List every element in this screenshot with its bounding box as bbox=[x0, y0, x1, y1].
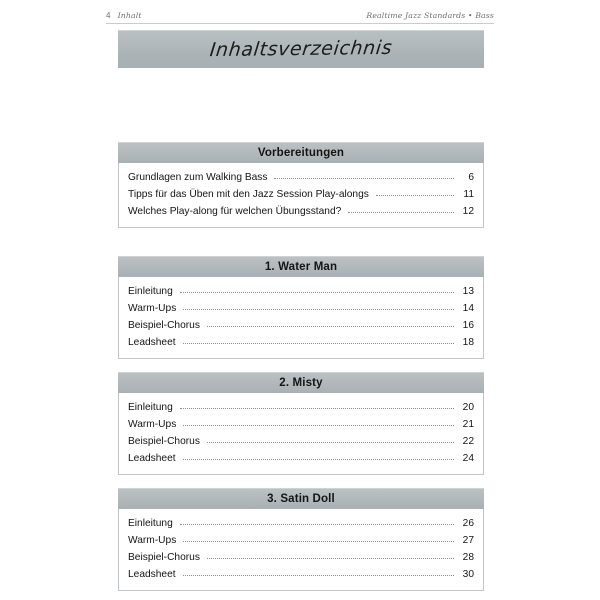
section-title: 1. Water Man bbox=[264, 260, 338, 273]
toc-leader-dots bbox=[180, 285, 454, 294]
toc-entry[interactable] bbox=[128, 283, 474, 300]
toc-leader-dots bbox=[274, 171, 454, 180]
toc-entry-label: Warm-Ups bbox=[128, 535, 177, 547]
toc-entry-page-number: 11 bbox=[463, 189, 474, 201]
toc-entry-page-number: 26 bbox=[462, 518, 474, 530]
toc-entry[interactable] bbox=[128, 334, 474, 351]
toc-leader-dots bbox=[348, 205, 454, 214]
toc-entry-label: Leadsheet bbox=[128, 337, 176, 349]
running-head-left bbox=[106, 11, 142, 20]
running-head-section-label: Inhalt bbox=[117, 11, 142, 20]
section-header bbox=[118, 372, 484, 393]
toc-entry[interactable] bbox=[128, 433, 474, 450]
toc-section bbox=[118, 488, 484, 591]
toc-leader-dots bbox=[207, 435, 454, 444]
section-body bbox=[118, 509, 484, 591]
running-head-rule bbox=[106, 23, 494, 24]
toc-leader-dots bbox=[376, 188, 454, 197]
toc-entry[interactable] bbox=[128, 416, 474, 433]
toc-entry-label: Warm-Ups bbox=[128, 303, 177, 315]
toc-entry[interactable] bbox=[128, 566, 474, 583]
section-title: 3. Satin Doll bbox=[267, 492, 335, 505]
toc-leader-dots bbox=[183, 452, 454, 461]
toc-entry[interactable] bbox=[128, 300, 474, 317]
toc-entry-page-number: 20 bbox=[462, 402, 474, 414]
toc-leader-dots bbox=[183, 336, 454, 345]
toc-entry[interactable] bbox=[128, 317, 474, 334]
toc-entry[interactable] bbox=[128, 203, 474, 220]
toc-entry-label: Beispiel-Chorus bbox=[128, 436, 200, 448]
toc-entry[interactable] bbox=[128, 515, 474, 532]
toc-entry-page-number: 16 bbox=[462, 320, 474, 332]
section-header bbox=[118, 488, 484, 509]
toc-entry-page-number: 14 bbox=[462, 303, 474, 315]
toc-leader-dots bbox=[183, 568, 454, 577]
running-head-book-title: Realtime Jazz Standards • Bass bbox=[366, 11, 494, 20]
toc-entry-page-number: 28 bbox=[462, 552, 474, 564]
toc-leader-dots bbox=[180, 517, 454, 526]
toc-leader-dots bbox=[207, 551, 454, 560]
toc-entry-page-number: 21 bbox=[462, 419, 474, 431]
toc-entry-page-number: 12 bbox=[462, 206, 474, 218]
toc-entry-label: Beispiel-Chorus bbox=[128, 552, 200, 564]
toc-entry-page-number: 30 bbox=[462, 569, 474, 581]
section-title: Vorbereitungen bbox=[257, 146, 345, 159]
section-body bbox=[118, 393, 484, 475]
toc-entry-label: Einleitung bbox=[128, 402, 173, 414]
toc-entry-label: Welches Play-along für welchen Übungsstand? bbox=[128, 206, 342, 218]
section-body bbox=[118, 277, 484, 359]
toc-entry-page-number: 13 bbox=[462, 286, 474, 298]
toc-leader-dots bbox=[183, 302, 454, 311]
toc-leader-dots bbox=[207, 319, 454, 328]
toc-entry-label: Tipps für das Üben mit den Jazz Session Play-alongs bbox=[128, 189, 369, 201]
toc-entry-page-number: 24 bbox=[462, 453, 474, 465]
toc-entry-label: Beispiel-Chorus bbox=[128, 320, 200, 332]
toc-leader-dots bbox=[183, 534, 454, 543]
toc-leader-dots bbox=[180, 401, 454, 410]
section-title: 2. Misty bbox=[279, 376, 323, 389]
toc-entry-label: Einleitung bbox=[128, 518, 173, 530]
toc-entry-page-number: 18 bbox=[462, 337, 474, 349]
toc-entry[interactable] bbox=[128, 549, 474, 566]
toc-entry-label: Leadsheet bbox=[128, 453, 176, 465]
toc-entry[interactable] bbox=[128, 532, 474, 549]
page-folio-number: 4 bbox=[106, 11, 111, 20]
toc-entry-page-number: 6 bbox=[468, 172, 474, 184]
toc-entry-label: Leadsheet bbox=[128, 569, 176, 581]
toc-entry-page-number: 27 bbox=[462, 535, 474, 547]
toc-entry-label: Warm-Ups bbox=[128, 419, 177, 431]
section-header bbox=[118, 256, 484, 277]
toc-section bbox=[118, 142, 484, 228]
section-header bbox=[118, 142, 484, 163]
section-body bbox=[118, 163, 484, 228]
toc-entry-label: Grundlagen zum Walking Bass bbox=[128, 172, 268, 184]
toc-entry[interactable] bbox=[128, 399, 474, 416]
toc-section bbox=[118, 372, 484, 475]
title-banner bbox=[118, 30, 484, 68]
page-title: Inhaltsverzeichnis bbox=[208, 36, 394, 62]
toc-entry[interactable] bbox=[128, 450, 474, 467]
toc-section bbox=[118, 256, 484, 359]
toc-entry[interactable] bbox=[128, 169, 474, 186]
toc-entry[interactable] bbox=[128, 186, 474, 203]
toc-leader-dots bbox=[183, 418, 454, 427]
toc-entry-label: Einleitung bbox=[128, 286, 173, 298]
toc-entry-page-number: 22 bbox=[462, 436, 474, 448]
